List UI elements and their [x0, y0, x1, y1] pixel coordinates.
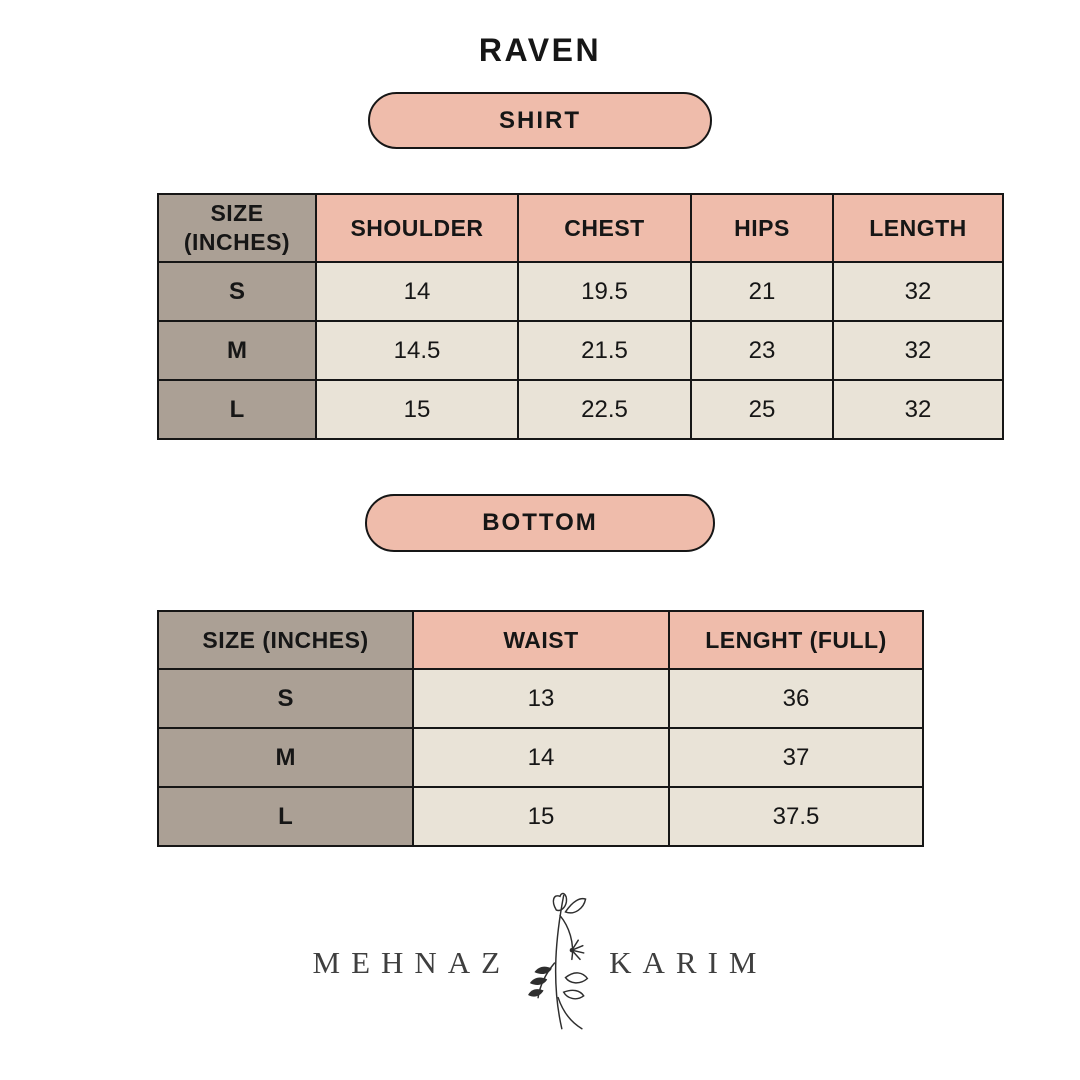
- data-cell: 23: [691, 321, 833, 380]
- data-cell: 36: [669, 669, 923, 728]
- header-cell-size: SIZE (INCHES): [158, 194, 316, 262]
- size-cell: S: [158, 262, 316, 321]
- header-cell-length: LENGTH: [833, 194, 1003, 262]
- data-cell: 13: [413, 669, 669, 728]
- table-header-row: [158, 611, 923, 669]
- data-cell: 19.5: [518, 262, 691, 321]
- bottom-size-table: [157, 610, 924, 847]
- data-cell: 22.5: [518, 380, 691, 439]
- data-cell: 32: [833, 262, 1003, 321]
- size-cell: M: [158, 728, 413, 787]
- size-cell: S: [158, 669, 413, 728]
- data-cell: 15: [413, 787, 669, 846]
- table-row: [158, 669, 923, 728]
- product-title: RAVEN: [478, 32, 602, 68]
- table-row: [158, 728, 923, 787]
- header-cell-chest: CHEST: [518, 194, 691, 262]
- header-cell-waist: WAIST: [413, 611, 669, 669]
- header-cell-length-full: LENGHT (FULL): [669, 611, 923, 669]
- table-row: [158, 262, 1003, 321]
- floral-sprig-icon: [523, 890, 597, 1036]
- brand-logo: [0, 883, 1080, 1043]
- bottom-section-pill: [365, 494, 715, 552]
- header-cell-size: SIZE (INCHES): [158, 611, 413, 669]
- header-cell-shoulder: SHOULDER: [316, 194, 518, 262]
- data-cell: 25: [691, 380, 833, 439]
- brand-name-right: KARIM: [609, 945, 768, 980]
- data-cell: 21: [691, 262, 833, 321]
- data-cell: 32: [833, 321, 1003, 380]
- size-cell: L: [158, 380, 316, 439]
- size-cell: M: [158, 321, 316, 380]
- size-cell: L: [158, 787, 413, 846]
- shirt-size-table: [157, 193, 1004, 440]
- shirt-section-pill: [368, 92, 712, 149]
- shirt-pill-label: SHIRT: [499, 106, 581, 134]
- data-cell: 15: [316, 380, 518, 439]
- data-cell: 37.5: [669, 787, 923, 846]
- data-cell: 32: [833, 380, 1003, 439]
- table-row: [158, 787, 923, 846]
- table-header-row: [158, 194, 1003, 262]
- data-cell: 37: [669, 728, 923, 787]
- table-row: [158, 321, 1003, 380]
- table-row: [158, 380, 1003, 439]
- header-cell-hips: HIPS: [691, 194, 833, 262]
- data-cell: 14: [413, 728, 669, 787]
- data-cell: 21.5: [518, 321, 691, 380]
- data-cell: 14: [316, 262, 518, 321]
- bottom-pill-label: BOTTOM: [482, 509, 598, 536]
- data-cell: 14.5: [316, 321, 518, 380]
- brand-name-left: MEHNAZ: [312, 945, 512, 980]
